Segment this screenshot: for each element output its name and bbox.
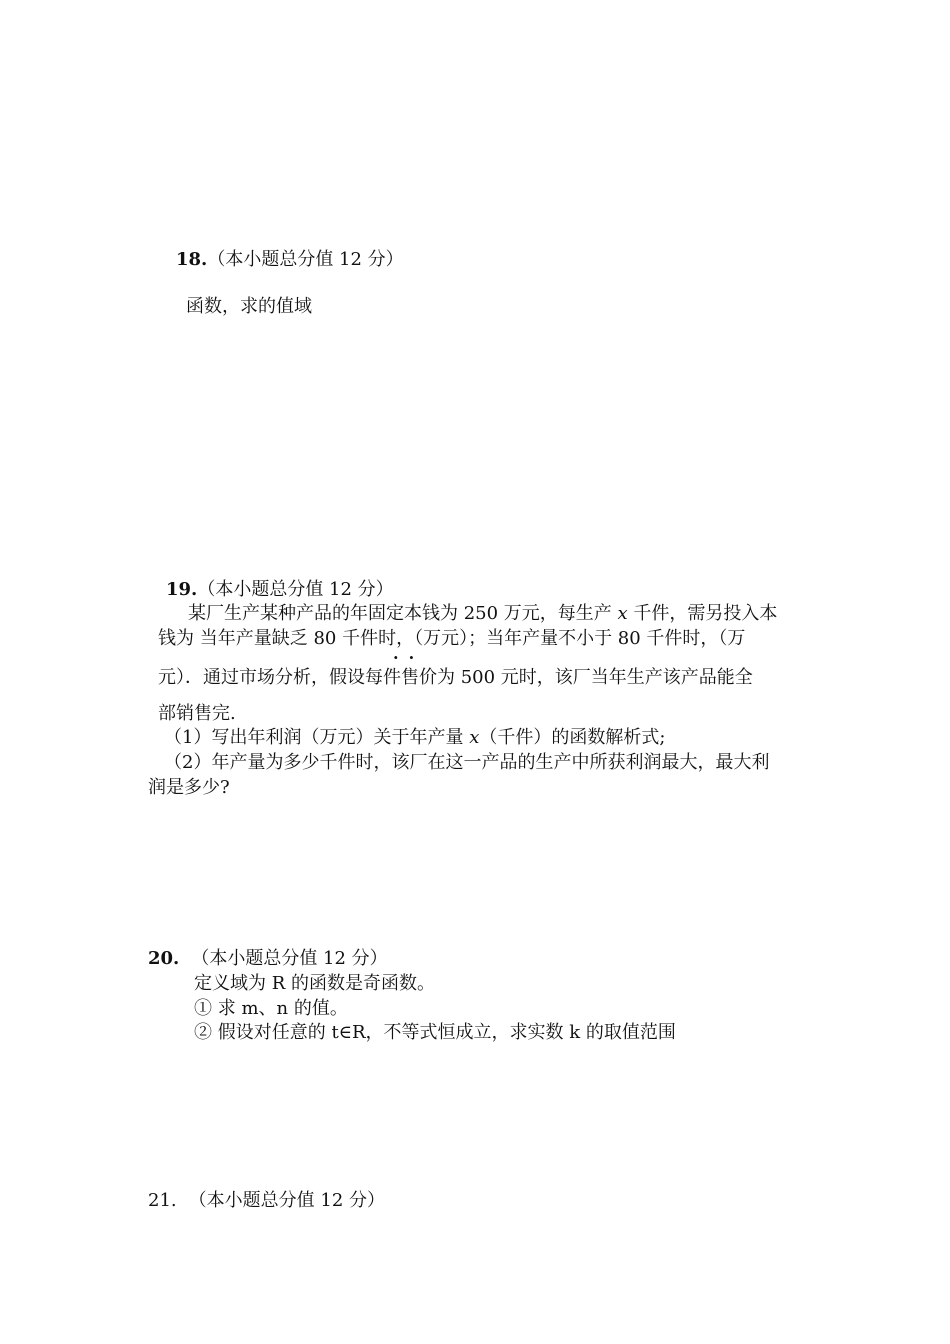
q19-line2: 钱为 当年产量缺乏 80 千件时，（万元）；当年产量不小于 80 千件时，（万 xyxy=(158,628,746,649)
q18-heading xyxy=(176,249,404,271)
q21-number: 21. xyxy=(148,1190,177,1211)
q19-part2-line1: （2）年产量为多少千件时，该厂在这一产品的生产中所获利润最大，最大利 xyxy=(164,752,770,773)
q19-part1 xyxy=(164,727,665,749)
q20-number: 20. xyxy=(148,948,180,969)
q19-part1-b: （千件）的函数解析式; xyxy=(479,727,666,748)
q18-number: 18. xyxy=(176,249,208,270)
q18-score: （本小题总分值 12 分） xyxy=(207,249,404,270)
q21-heading xyxy=(148,1190,385,1212)
q19-part1-a: （1）写出年利润（万元）关于年产量 xyxy=(164,727,470,748)
q19-line3: 元）．通过市场分析，假设每件售价为 500 元时，该厂当年生产该产品能全 xyxy=(158,667,753,688)
q19-part2-line2: 润是多少? xyxy=(148,777,230,798)
q20-item1: ① 求 m、n 的值。 xyxy=(194,998,348,1019)
q19-line1-b: 千件，需另投入本 xyxy=(627,603,778,624)
q19-var-x: x xyxy=(617,603,628,624)
q19-line1-a: 某厂生产某种产品的年固定本钱为 250 万元，每生产 xyxy=(188,603,618,624)
q20-score: （本小题总分值 12 分） xyxy=(191,948,388,969)
q19-var-x-2: x xyxy=(469,727,480,748)
q19-line1 xyxy=(188,603,777,625)
q18-text: 函数，求的值域 xyxy=(186,296,312,317)
q20-heading xyxy=(148,948,388,970)
q19-heading xyxy=(166,579,394,601)
q19-score: （本小题总分值 12 分） xyxy=(197,579,394,600)
q19-line4: 部销售完. xyxy=(158,703,236,724)
q19-number: 19. xyxy=(166,579,198,600)
q20-item2: ② 假设对任意的 t∈R，不等式恒成立，求实数 k 的取值范围 xyxy=(194,1022,676,1043)
q20-text: 定义域为 R 的函数是奇函数。 xyxy=(194,973,435,994)
q19-emphasis-dots: ·· xyxy=(393,648,425,667)
q21-score: （本小题总分值 12 分） xyxy=(188,1190,385,1211)
